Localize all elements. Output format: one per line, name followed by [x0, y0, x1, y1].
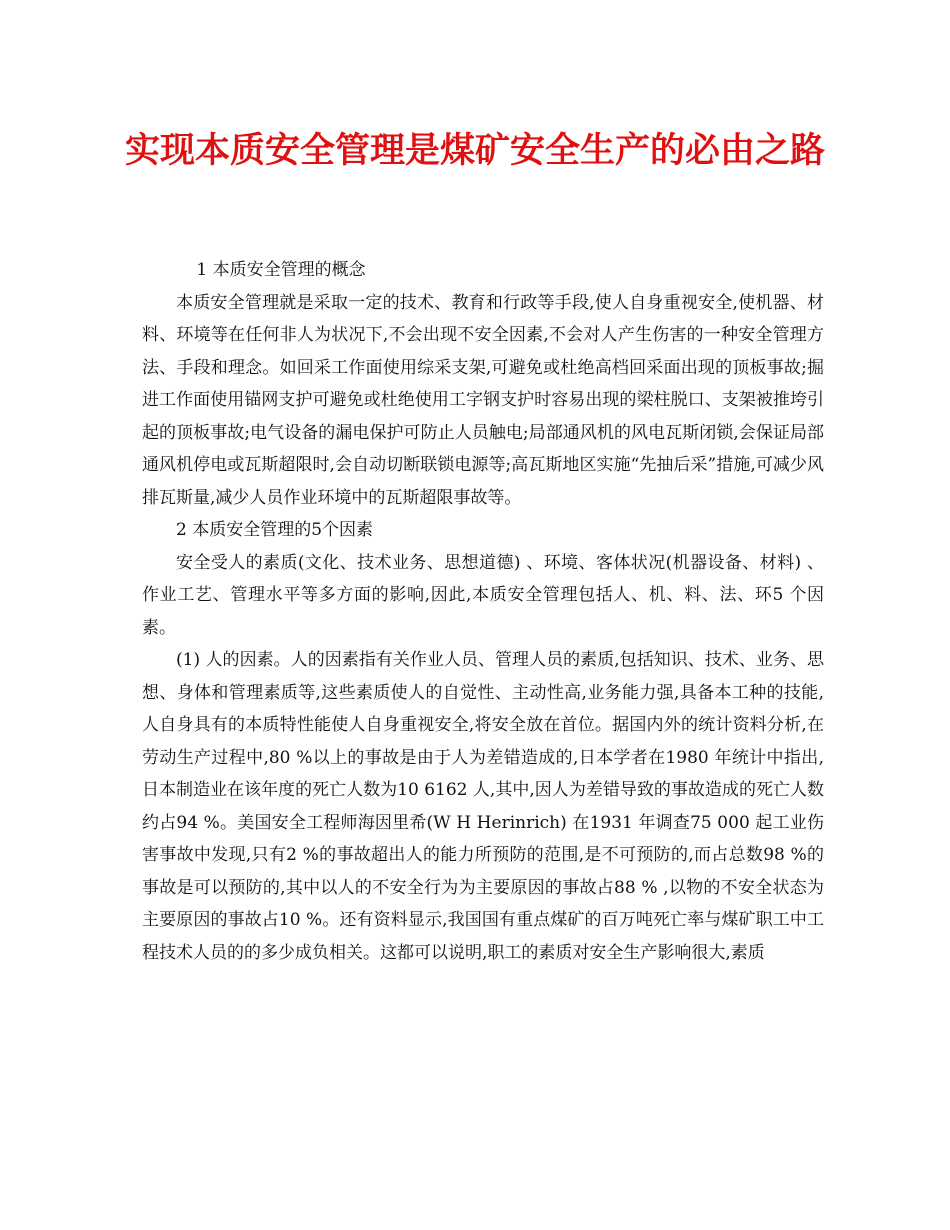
- document-body: [142, 254, 824, 969]
- section-1-paragraph: 本质安全管理就是采取一定的技术、教育和行政等手段,使人自身重视安全,使机器、材料、环境等在任何非人为状况下,不会出现不安全因素,不会对人产生伤害的一种安全管理方法、手段和理念。如回采工作面使用综采支架,可避免或杜绝高档回采面出现的顶板事故;掘进工作面使用锚网支护可避免或杜绝使用工字钢支护时容易出现的梁柱脱口、支架被推垮引起的顶板事故;电气设备的漏电保护可防止人员触电;局部通风机的风电瓦斯闭锁,会保证局部通风机停电或瓦斯超限时,会自动切断联锁电源等;高瓦斯地区实施“先抽后采”措施,可减少风排瓦斯量,减少人员作业环境中的瓦斯超限事故等。: [142, 292, 824, 508]
- section-1-heading: 1 本质安全管理的概念: [196, 260, 366, 280]
- section-2-heading: 2 本质安全管理的5个因素: [176, 520, 374, 540]
- section-2-item-1: (1) 人的因素。人的因素指有关作业人员、管理人员的素质,包括知识、技术、业务、思想、身体和管理素质等,这些素质使人的自觉性、主动性高,业务能力强,具备本工种的技能,人自身具有的本质特性能使人自身重视安全,将安全放在首位。据国内外的统计资料分析,在劳动生产过程中,80 %以上的事故是由于人为差错造成的,日本学者在1980 年统计中指出,日本制造业在该年度的死亡人数为10 6162 人,其中,因人为差错导致的事故造成的死亡人数约占94 %。美国安全工程师海因里希(W H Herinrich) 在1931 年调查75 000 起工业伤害事故中发现,只有2 %的事故超出人的能力所预防的范围,是不可预防的,而占总数98 %的事故是可以预防的,其中以人的不安全行为为主要原因的事故占88 % ,以物的不安全状态为主要原因的事故占10 %。还有资料显示,我国国有重点煤矿的百万吨死亡率与煤矿职工中工程技术人员的的多少成负相关。这都可以说明,职工的素质对安全生产影响很大,素质: [142, 650, 824, 963]
- section-2-paragraph: 安全受人的素质(文化、技术业务、思想道德) 、环境、客体状况(机器设备、材料) 、作业工艺、管理水平等多方面的影响,因此,本质安全管理包括人、机、料、法、环5 个因素。: [142, 552, 824, 638]
- document-title: 实现本质安全管理是煤矿安全生产的必由之路: [124, 131, 825, 171]
